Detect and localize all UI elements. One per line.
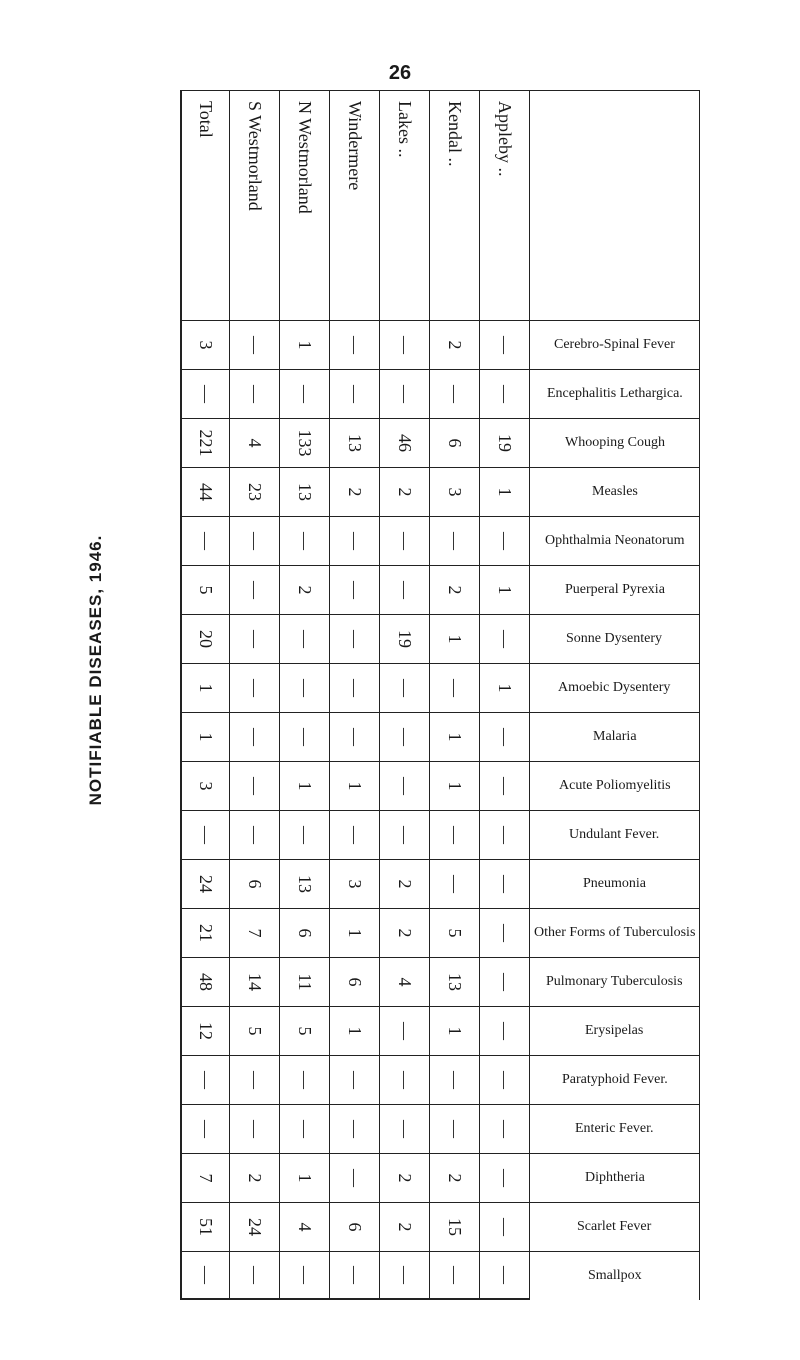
table-cell: — (280, 516, 330, 565)
column-header (530, 1251, 700, 1300)
table-cell: 13 (280, 859, 330, 908)
column-header-label: Malaria (592, 728, 637, 744)
table-cell: 5 (180, 565, 230, 614)
table-cell: 4 (230, 418, 280, 467)
table-cell: — (280, 1251, 330, 1300)
table-cell: — (280, 712, 330, 761)
table-cell: — (480, 320, 530, 369)
table-cell: 2 (380, 1202, 430, 1251)
table-cell: — (280, 614, 330, 663)
rotated-table (180, 90, 700, 1300)
table-cell: 1 (280, 761, 330, 810)
table-cell: 1 (330, 1006, 380, 1055)
table-cell: 5 (280, 1006, 330, 1055)
row-label: Appleby .. (480, 90, 530, 320)
table-cell: 19 (480, 418, 530, 467)
table-cell: — (430, 1055, 480, 1104)
column-header (530, 418, 700, 467)
row-label: S Westmorland (230, 90, 280, 320)
column-header-label: Undulant Fever. (569, 826, 660, 842)
table-cell: 1 (480, 663, 530, 712)
table-cell: 6 (330, 957, 380, 1006)
table-cell: — (230, 320, 280, 369)
table-cell: — (480, 369, 530, 418)
table-cell: 12 (180, 1006, 230, 1055)
table-cell: 20 (180, 614, 230, 663)
table-cell: — (230, 761, 280, 810)
table-cell: 2 (230, 1153, 280, 1202)
table-cell: — (430, 663, 480, 712)
table-cell: — (180, 1251, 230, 1300)
table-cell: — (480, 908, 530, 957)
table-cell: 3 (430, 467, 480, 516)
table-cell: — (330, 1104, 380, 1153)
table-cell: 1 (480, 467, 530, 516)
table-cell: — (230, 1104, 280, 1153)
table-cell: 1 (480, 565, 530, 614)
table-cell: — (230, 516, 280, 565)
table-cell: 1 (330, 908, 380, 957)
table-cell: — (230, 1055, 280, 1104)
table-cell: — (480, 1153, 530, 1202)
table-cell: — (480, 1202, 530, 1251)
table-cell: — (180, 1104, 230, 1153)
table-cell: 1 (330, 761, 380, 810)
table-cell: 14 (230, 957, 280, 1006)
column-header-label: Amoebic Dysentery (558, 679, 671, 695)
column-header-label: Ophthalmia Neonatorum (544, 532, 685, 548)
table-cell: 1 (430, 712, 480, 761)
table-cell: — (480, 957, 530, 1006)
table-cell: 2 (330, 467, 380, 516)
table-cell: 221 (180, 418, 230, 467)
table-cell: 6 (330, 1202, 380, 1251)
table-cell: — (330, 565, 380, 614)
table-cell: — (480, 810, 530, 859)
table-cell: — (330, 712, 380, 761)
table-cell: — (380, 663, 430, 712)
table-cell: 2 (430, 320, 480, 369)
table-cell: — (180, 369, 230, 418)
column-header (530, 663, 700, 712)
table-cell: — (330, 663, 380, 712)
column-header-label: Whooping Cough (564, 434, 665, 450)
table-cell: 15 (430, 1202, 480, 1251)
table-cell: 1 (280, 1153, 330, 1202)
column-header-label: Encephalitis Lethargica. (546, 385, 683, 401)
table-cell: 2 (380, 908, 430, 957)
table-cell: 1 (180, 663, 230, 712)
column-header-label: Other Forms of Tuberculosis (533, 924, 696, 940)
table-cell: — (480, 712, 530, 761)
table-cell: 1 (430, 1006, 480, 1055)
table-cell: — (380, 1104, 430, 1153)
column-header (530, 614, 700, 663)
column-header (530, 320, 700, 369)
table-cell: — (280, 810, 330, 859)
table-cell: 19 (380, 614, 430, 663)
column-header-label: Measles (591, 483, 638, 499)
column-header-label: Cerebro-Spinal Fever (554, 336, 675, 352)
table-cell: — (330, 614, 380, 663)
column-header-label: Paratyphoid Fever. (561, 1071, 668, 1087)
row-label: Kendal .. (430, 90, 480, 320)
table-cell: — (280, 1104, 330, 1153)
column-header (530, 761, 700, 810)
table-cell: 7 (230, 908, 280, 957)
column-header-label: Pneumonia (583, 875, 646, 891)
table-cell: — (430, 516, 480, 565)
table-cell: 2 (380, 859, 430, 908)
table-cell: 24 (180, 859, 230, 908)
table-cell: 13 (280, 467, 330, 516)
table-cell: — (330, 516, 380, 565)
table-cell: — (430, 1251, 480, 1300)
column-header (530, 957, 700, 1006)
table-cell: — (480, 614, 530, 663)
column-header (530, 859, 700, 908)
table-cell: — (380, 1251, 430, 1300)
table-cell: 48 (180, 957, 230, 1006)
table-cell: 6 (430, 418, 480, 467)
column-header-label: Smallpox (587, 1267, 642, 1283)
table-cell: — (230, 712, 280, 761)
table-cell: 23 (230, 467, 280, 516)
table-corner (530, 90, 700, 320)
table-cell: 51 (180, 1202, 230, 1251)
table-cell: 4 (280, 1202, 330, 1251)
table-cell: — (180, 516, 230, 565)
row-label: Lakes .. (380, 90, 430, 320)
table-cell: 13 (430, 957, 480, 1006)
table-cell: — (380, 320, 430, 369)
table-cell: 2 (430, 565, 480, 614)
table-cell: — (330, 369, 380, 418)
column-header (530, 369, 700, 418)
row-label: Windermere (330, 90, 380, 320)
column-header (530, 810, 700, 859)
column-header-label: Diphtheria (584, 1169, 645, 1185)
table-cell: 46 (380, 418, 430, 467)
table-cell: — (430, 1104, 480, 1153)
table-cell: 1 (430, 614, 480, 663)
column-header-label: Erysipelas (585, 1022, 644, 1038)
table-cell: 44 (180, 467, 230, 516)
table-cell: — (230, 369, 280, 418)
column-header-label: Puerperal Pyrexia (564, 581, 665, 597)
column-header (530, 1006, 700, 1055)
column-header (530, 1153, 700, 1202)
table-cell: 1 (280, 320, 330, 369)
table-cell: — (380, 1055, 430, 1104)
table-cell: — (380, 761, 430, 810)
column-header-label: Sonne Dysentery (566, 630, 663, 646)
table-cell: — (430, 810, 480, 859)
column-header (530, 516, 700, 565)
table-cell: — (380, 565, 430, 614)
table-cell: — (330, 810, 380, 859)
table-cell: 3 (180, 761, 230, 810)
table-cell: 133 (280, 418, 330, 467)
table-cell: 2 (380, 467, 430, 516)
table-cell: 21 (180, 908, 230, 957)
column-header (530, 1055, 700, 1104)
side-title: NOTIFIABLE DISEASES, 1946. (86, 534, 105, 806)
table-cell: — (380, 1006, 430, 1055)
table-cell: 5 (430, 908, 480, 957)
table-cell: — (480, 1251, 530, 1300)
table-cell: — (230, 1251, 280, 1300)
table-cell: — (230, 565, 280, 614)
table-cell: — (180, 810, 230, 859)
table-cell: — (480, 1006, 530, 1055)
table-cell: 6 (280, 908, 330, 957)
column-header-label: Scarlet Fever (577, 1218, 652, 1234)
disease-table (180, 90, 700, 1300)
table-cell: — (480, 1055, 530, 1104)
table-cell: — (480, 516, 530, 565)
table-cell: — (230, 663, 280, 712)
table-cell: 1 (180, 712, 230, 761)
table-cell: — (430, 369, 480, 418)
table-cell: — (280, 1055, 330, 1104)
table-cell: — (230, 614, 280, 663)
table-cell: 3 (180, 320, 230, 369)
column-header (530, 908, 700, 957)
row-label: Total (180, 90, 230, 320)
table-cell: — (480, 1104, 530, 1153)
table-cell: 2 (430, 1153, 480, 1202)
table-cell: — (380, 810, 430, 859)
table-cell: — (280, 663, 330, 712)
table-cell: — (230, 810, 280, 859)
table-cell: 2 (380, 1153, 430, 1202)
table-cell: 5 (230, 1006, 280, 1055)
table-cell: 13 (330, 418, 380, 467)
column-header-label: Enteric Fever. (575, 1120, 654, 1136)
page-number: 26 (388, 62, 412, 84)
table-cell: — (380, 369, 430, 418)
column-header (530, 467, 700, 516)
table-cell: 7 (180, 1153, 230, 1202)
table-cell: — (430, 859, 480, 908)
table-cell: 4 (380, 957, 430, 1006)
table-cell: — (480, 859, 530, 908)
table-cell: — (330, 1055, 380, 1104)
column-header (530, 1202, 700, 1251)
table-cell: — (380, 516, 430, 565)
table-cell: 2 (280, 565, 330, 614)
table-cell: — (330, 320, 380, 369)
column-header (530, 1104, 700, 1153)
table-cell: 24 (230, 1202, 280, 1251)
table-cell: — (380, 712, 430, 761)
row-label: N Westmorland (280, 90, 330, 320)
column-header (530, 565, 700, 614)
table-cell: 3 (330, 859, 380, 908)
table-cell: 11 (280, 957, 330, 1006)
column-header-label: Acute Poliomyelitis (558, 777, 671, 793)
table-cell: — (280, 369, 330, 418)
table-cell: — (330, 1153, 380, 1202)
table-cell: — (480, 761, 530, 810)
table-cell: — (180, 1055, 230, 1104)
column-header-label: Pulmonary Tuberculosis (546, 973, 683, 989)
table-cell: 6 (230, 859, 280, 908)
table-cell: 1 (430, 761, 480, 810)
column-header (530, 712, 700, 761)
table-cell: — (330, 1251, 380, 1300)
